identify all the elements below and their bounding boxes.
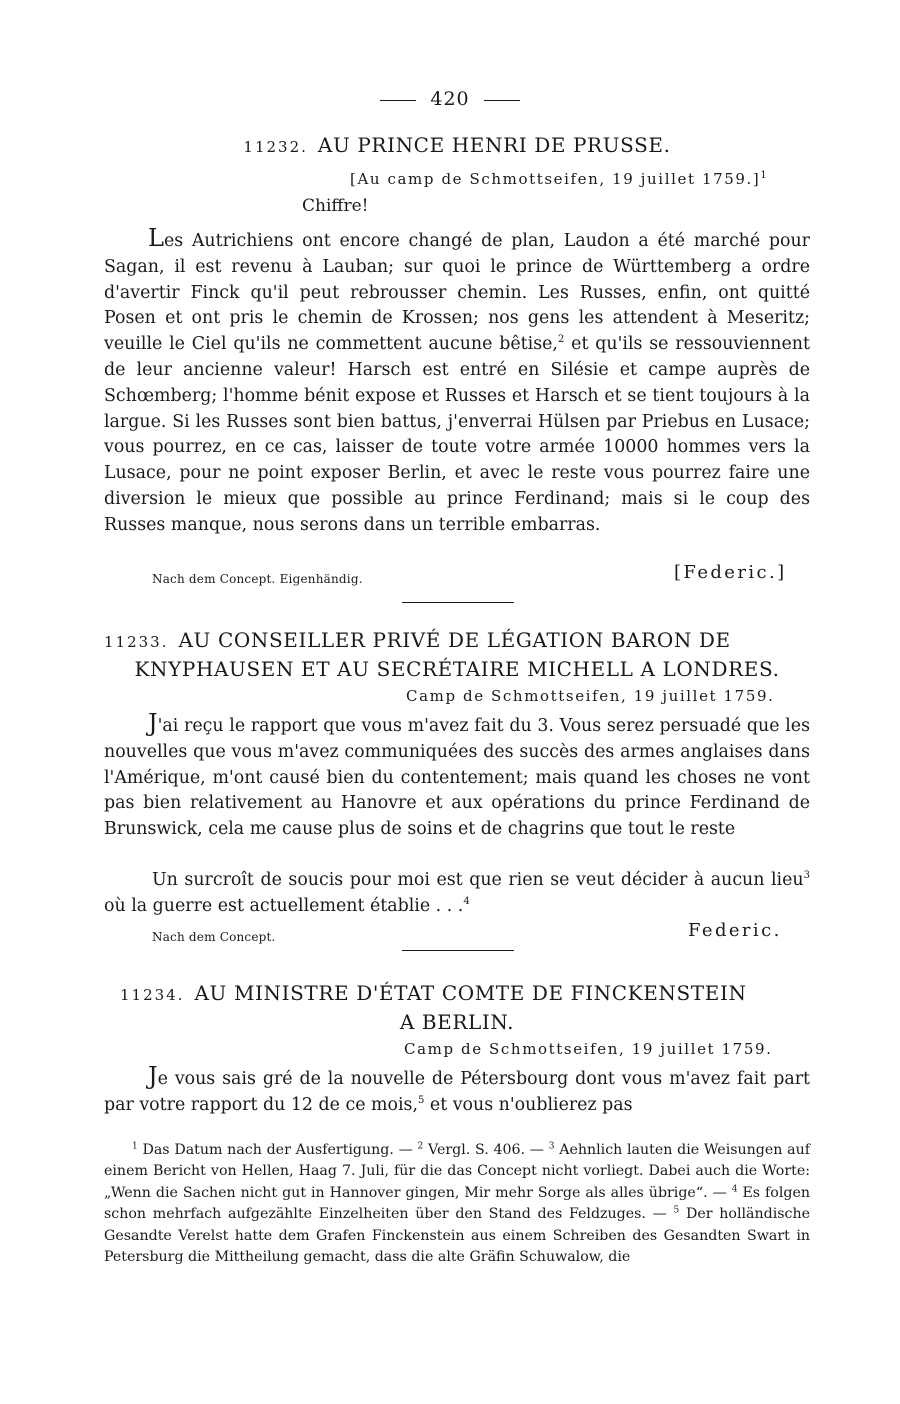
footnote-text: Vergl. S. 406. —	[423, 1142, 549, 1158]
footnote-mark: 5	[673, 1205, 680, 1216]
initial-letter: L	[148, 224, 164, 252]
footnote-text: Der holländische Gesandte Verelst hatte dem Grafen Finckenstein aus einem Schreiben des Gesandten Swart in Petersburg die Mittheilung gemacht, dass die alte Gräfin Schuwalow, die	[104, 1206, 810, 1266]
footnote-text: Es folgen schon mehrfach aufgezählte Einzelheiten über den Stand des Feldzuges. —	[104, 1184, 810, 1223]
letter-11233-signature: Federic.	[688, 920, 782, 941]
letter-11234-body	[104, 1062, 810, 1119]
letter-11233-body	[104, 709, 810, 843]
footnote-text: Aehnlich lauten die Weisungen auf einem Bericht von Hellen, Haag 7. Juli, für die das Concept nicht vorliegt. Dabei auch die Worte: „Wenn die Sachen nicht gut in Hannover gingen, Mir mehr Sorge als alles übrige“. —	[104, 1142, 810, 1201]
footnote-ref: 1	[760, 170, 769, 181]
section-divider	[402, 950, 514, 951]
letter-heading-line-1	[104, 980, 810, 1009]
chiffre-label: Chiffre!	[302, 196, 369, 216]
letter-11234-dateline: Camp de Schmottseifen, 19 juillet 1759.	[404, 1040, 773, 1058]
footnote-mark: 3	[548, 1141, 555, 1152]
footnote-mark: 4	[731, 1184, 738, 1195]
letter-11233-source: Nach dem Concept.	[152, 930, 276, 944]
footnote-mark: 2	[417, 1141, 424, 1152]
body-text: 'ai reçu le rapport que vous m'avez fait du 3. Vous serez persuadé que les nouvelles que vous m'avez communiquées des succès des armes anglaises dans l'Amérique, m'ont causé bien du contentement; mais quand les choses ne vont pas bien relativement au Hanovre et aux opérations du prince Ferdinand de Brunswick, cela me cause plus de soins et de chagrins que tout le reste	[104, 716, 810, 840]
body-text: où la guerre est actuellement établie . . .	[104, 895, 464, 916]
footnote-ref: 2	[557, 334, 565, 346]
body-text: e vous sais gré de la nouvelle de Pétersbourg dont vous m'avez fait part par votre rapport du 12 de ce mois,	[104, 1069, 810, 1115]
body-text: es Autrichiens ont encore changé de plan, Laudon a été marché pour Sagan, il est revenu à Lauban; sur quoi le prince de Württemberg a ordre d'avertir Finck qu'il peut rebrousser chemin. Les Russes, enfin, ont quitté Posen et ont pris le chemin de Krossen; nos gens les attendent à Meseritz; veuille le Ciel qu'ils ne commettent aucune bêtise,	[104, 231, 810, 355]
letter-heading-line-1	[104, 627, 810, 656]
letter-title: AU PRINCE HENRI DE PRUSSE.	[317, 133, 671, 157]
body-text: Un surcroît de soucis pour moi est que rien se veut décider à aucun lieu	[152, 870, 804, 890]
letter-11232-heading	[104, 132, 810, 161]
letter-11234-heading	[104, 980, 810, 1036]
footnote-ref: 3	[803, 870, 810, 882]
body-text: et qu'ils se ressouviennent de leur ancienne valeur! Harsch est entré en Silésie et campe auprès de Schœmberg; l'homme bénit expose et Russes et Harsch et se tient toujours à la largue. Si les Russes sont bien battus, j'enverrai Hülsen par Priebus en Lusace; vous pourrez, en ce cas, laisser de toute votre armée 10000 hommes vers la Lusace, pour ne point exposer Berlin, et avec le reste vous pourrez faire une diversion le mieux que possible au prince Ferdinand; mais si le coup des Russes manque, nous serons dans un terrible embarras.	[104, 334, 810, 535]
letter-number: 11233.	[104, 633, 169, 651]
letter-11233-dateline: Camp de Schmottseifen, 19 juillet 1759.	[406, 687, 775, 705]
body-text: et vous n'oublierez pas	[424, 1094, 633, 1115]
footnote-text: Das Datum nach der Ausfertigung. —	[137, 1142, 418, 1158]
letter-11232-dateline	[350, 170, 768, 188]
page-number-text: 420	[430, 88, 470, 110]
footnote-ref: 5	[418, 1095, 425, 1106]
page-number	[0, 88, 900, 110]
footnote-ref: 4	[463, 896, 470, 907]
dateline-text: [Au camp de Schmottseifen, 19 juillet 1759.]	[350, 170, 761, 188]
footnote-mark: 1	[132, 1141, 138, 1152]
initial-letter: J	[148, 1062, 158, 1090]
letter-heading-line-2: KNYPHAUSEN ET AU SECRÉTAIRE MICHELL A LONDRES.	[134, 657, 780, 681]
letter-11232-source: Nach dem Concept. Eigenhändig.	[152, 572, 363, 586]
letter-number: 11232.	[243, 138, 308, 156]
letter-title: AU CONSEILLER PRIVÉ DE LÉGATION BARON DE	[178, 628, 731, 652]
letter-11233-body-2	[104, 868, 810, 920]
letter-11232-body	[104, 224, 810, 539]
letter-heading-line-2: A BERLIN.	[399, 1010, 515, 1034]
section-divider	[402, 602, 514, 603]
page-number-dash-right	[484, 100, 520, 101]
letter-number: 11234.	[120, 986, 185, 1004]
initial-letter: J	[148, 709, 158, 737]
footnotes	[104, 1140, 810, 1268]
letter-11232-signature: [Federic.]	[674, 562, 787, 583]
letter-11233-heading	[104, 627, 810, 683]
page-number-dash-left	[380, 100, 416, 101]
letter-title: AU MINISTRE D'ÉTAT COMTE DE FINCKENSTEIN	[194, 981, 747, 1005]
